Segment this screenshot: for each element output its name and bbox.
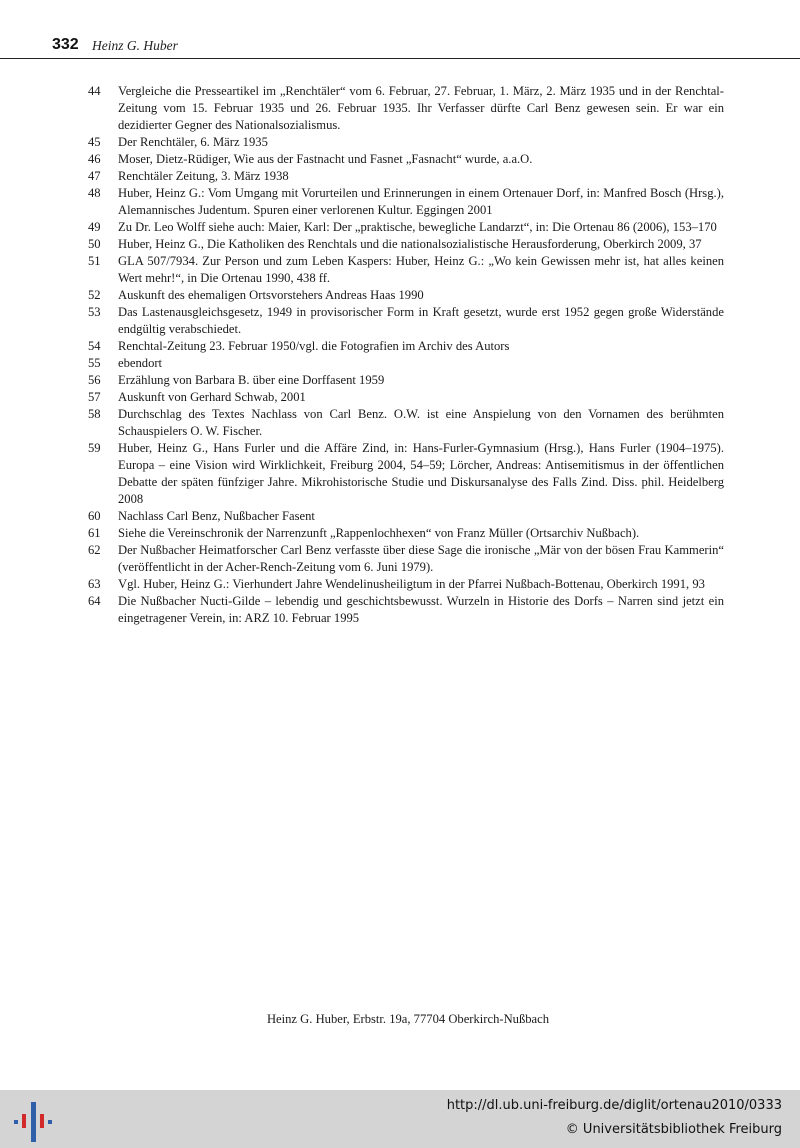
endnote-number: 49 xyxy=(88,220,101,234)
endnote-number: 52 xyxy=(88,288,101,302)
endnote-text: Auskunft von Gerhard Schwab, 2001 xyxy=(118,390,306,404)
endnote-item xyxy=(88,593,724,627)
endnote-item xyxy=(88,185,724,219)
endnote-number: 55 xyxy=(88,356,101,370)
endnote-text: Renchtäler Zeitung, 3. März 1938 xyxy=(118,169,289,183)
endnote-text: Zu Dr. Leo Wolff siehe auch: Maier, Karl: Der „praktische, bewegliche Landarzt“, in: Die Ortenau 86 (2006), 153–170 xyxy=(118,220,717,234)
running-head: Heinz G. Huber xyxy=(92,38,178,53)
endnote-text: Das Lastenausgleichsgesetz, 1949 in provisorischer Form in Kraft gesetzt, wurde erst 1952 gegen große Widerstände endgültig verabschiedet. xyxy=(118,305,724,336)
endnote-number: 59 xyxy=(88,441,101,455)
endnote-item xyxy=(88,389,724,406)
author-address: Heinz G. Huber, Erbstr. 19a, 77704 Oberkirch-Nußbach xyxy=(266,1012,550,1026)
endnote-text: Nachlass Carl Benz, Nußbacher Fasent xyxy=(118,509,315,523)
endnote-number: 46 xyxy=(88,152,101,166)
endnote-text: Der Renchtäler, 6. März 1935 xyxy=(118,135,268,149)
page-number: 332 xyxy=(52,36,79,53)
endnote-item xyxy=(88,304,724,338)
endnote-number: 58 xyxy=(88,407,101,421)
endnote-text: Huber, Heinz G.: Vom Umgang mit Vorurteilen und Erinnerungen in einem Ortenauer Dorf, in: Manfred Bosch (Hrsg.), Alemannisches Judentum. Spuren einer verlorenen Kultur. Eggingen 2001 xyxy=(118,186,724,217)
endnote-item xyxy=(88,83,724,134)
endnote-item xyxy=(88,236,724,253)
source-url-link[interactable]: http://dl.ub.uni-freiburg.de/diglit/ortenau2010/0333 xyxy=(446,1098,782,1113)
endnote-text: ebendort xyxy=(118,356,163,370)
endnote-item xyxy=(88,525,724,542)
endnote-text: Siehe die Vereinschronik der Narrenzunft „Rappenlochhexen“ von Franz Müller (Ortsarchiv Nußbach). xyxy=(118,526,640,540)
endnote-number: 45 xyxy=(88,135,101,149)
endnote-item xyxy=(88,134,724,151)
endnote-item xyxy=(88,151,724,168)
endnote-item xyxy=(88,406,724,440)
endnote-number: 60 xyxy=(88,509,101,523)
endnote-item xyxy=(88,253,724,287)
endnote-number: 62 xyxy=(88,543,101,557)
endnote-text: Der Nußbacher Heimatforscher Carl Benz verfasste über diese Sage die ironische „Mär von der bösen Frau Kammerin“ (veröffentlicht in der Acher-Rench-Zeitung vom 6. Juni 1979). xyxy=(118,543,724,574)
endnote-text: Huber, Heinz G., Hans Furler und die Affäre Zind, in: Hans-Furler-Gymnasium (Hrsg.), Hans Furler (1904–1975). Europa – eine Vision wird Wirklichkeit, Freiburg 2004, 54–59; Lörcher, Andreas: Antisemitismus in der öffentlichen Debatte der späten fünfziger Jahre. Mikrohistorische Studie und Diskursanalyse des Falls Zind. Diss. phil. Heidelberg 2008 xyxy=(118,441,724,506)
endnote-text: Renchtal-Zeitung 23. Februar 1950/vgl. die Fotografien im Archiv des Autors xyxy=(118,339,510,353)
endnote-text: Durchschlag des Textes Nachlass von Carl Benz. O.W. ist eine Anspielung von den Vornamen des berühmten Schauspielers O. W. Fischer. xyxy=(118,407,724,438)
endnote-item xyxy=(88,372,724,389)
endnote-item xyxy=(88,542,724,576)
endnote-item xyxy=(88,219,724,236)
endnote-text: Erzählung von Barbara B. über eine Dorffasent 1959 xyxy=(118,373,385,387)
endnote-number: 53 xyxy=(88,305,101,319)
endnotes-list xyxy=(88,83,724,627)
page-header xyxy=(0,36,800,59)
endnote-text: Auskunft des ehemaligen Ortsvorstehers Andreas Haas 1990 xyxy=(118,288,424,302)
endnote-item xyxy=(88,440,724,508)
endnote-item xyxy=(88,338,724,355)
endnote-item xyxy=(88,576,724,593)
endnote-number: 44 xyxy=(88,84,101,98)
endnote-number: 47 xyxy=(88,169,101,183)
endnote-number: 48 xyxy=(88,186,101,200)
endnote-text: Vergleiche die Presseartikel im „Renchtäler“ vom 6. Februar, 27. Februar, 1. März, 2. März 1935 und in der Renchtal-Zeitung vom 15. Februar 1935 und 26. Februar 1935. Ihr Verfasser dürfte Carl Benz gewesen sein. Er war ein dezidierter Gegner des Nationalsozialismus. xyxy=(118,84,724,132)
endnote-number: 54 xyxy=(88,339,101,353)
endnote-number: 61 xyxy=(88,526,101,540)
endnote-item xyxy=(88,168,724,185)
copyright-text: © Universitätsbibliothek Freiburg xyxy=(565,1122,782,1137)
endnote-item xyxy=(88,355,724,372)
endnote-number: 51 xyxy=(88,254,101,268)
endnote-text: GLA 507/7934. Zur Person und zum Leben Kaspers: Huber, Heinz G.: „Wo kein Gewissen mehr ist, hat alles keinen Wert mehr!“, in Die Ortenau 1990, 438 ff. xyxy=(118,254,724,285)
endnote-number: 50 xyxy=(88,237,101,251)
ub-freiburg-logo-icon xyxy=(12,1100,54,1144)
endnote-text: Vgl. Huber, Heinz G.: Vierhundert Jahre Wendelinusheiligtum in der Pfarrei Nußbach-Bottenau, Oberkirch 1991, 93 xyxy=(118,577,705,591)
endnote-text: Die Nußbacher Nucti-Gilde – lebendig und geschichtsbewusst. Wurzeln in Historie des Dorfs – Narren sind jetzt ein eingetragener Verein, in: ARZ 10. Februar 1995 xyxy=(118,594,724,625)
endnote-number: 57 xyxy=(88,390,101,404)
endnote-text: Huber, Heinz G., Die Katholiken des Renchtals und die nationalsozialistische Herausforderung, Oberkirch 2009, 37 xyxy=(118,237,702,251)
endnote-number: 63 xyxy=(88,577,101,591)
endnote-number: 56 xyxy=(88,373,101,387)
endnote-number: 64 xyxy=(88,594,101,608)
endnote-item xyxy=(88,287,724,304)
endnote-text: Moser, Dietz-Rüdiger, Wie aus der Fastnacht und Fasnet „Fasnacht“ wurde, a.a.O. xyxy=(118,152,533,166)
endnote-item xyxy=(88,508,724,525)
library-footer xyxy=(0,1090,800,1148)
